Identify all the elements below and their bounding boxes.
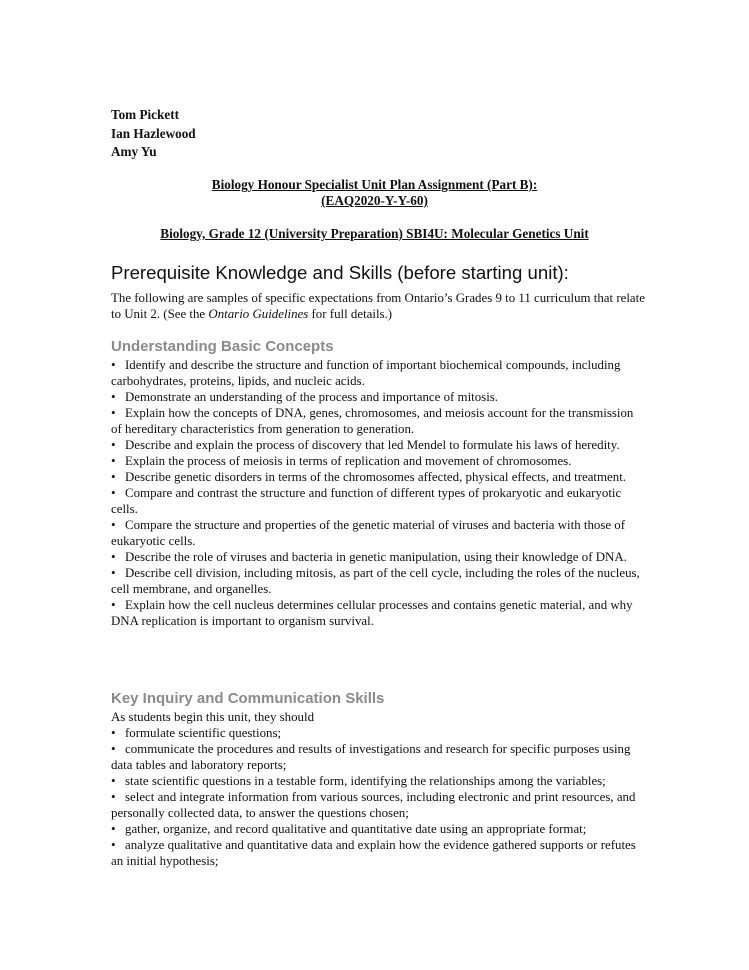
basic-concepts-list (111, 357, 646, 629)
list-item (111, 357, 646, 389)
list-item-text: Explain the process of meiosis in terms of replication and movement of chromosomes. (125, 454, 572, 468)
bullet-icon: • (111, 358, 116, 372)
list-lead-text: As students begin this unit, they should (111, 710, 315, 724)
list-item (111, 821, 646, 837)
unit-subtitle: Biology, Grade 12 (University Preparation) SBI4U: Molecular Genetics Unit (160, 226, 589, 241)
bullet-icon: • (111, 790, 116, 804)
author-list (111, 106, 196, 162)
list-item (111, 549, 646, 565)
section-heading-basic-concepts: Understanding Basic Concepts (111, 338, 334, 355)
list-item (111, 773, 646, 789)
list-item-text: Explain how the concepts of DNA, genes, chromosomes, and meiosis account for the transmission of hereditary characteristics from generation to generation. (111, 406, 634, 436)
list-item-text: Describe the role of viruses and bacteria in genetic manipulation, using their knowledge of DNA. (125, 550, 627, 564)
list-item (111, 789, 646, 821)
list-item-text: Identify and describe the structure and function of important biochemical compounds, including carbohydrates, proteins, lipids, and nucleic acids. (111, 358, 621, 388)
bullet-icon: • (111, 774, 116, 788)
bullet-icon: • (111, 518, 116, 532)
list-item-text: Describe and explain the process of discovery that led Mendel to formulate his laws of heredity. (125, 438, 620, 452)
list-item-text: Describe cell division, including mitosis, as part of the cell cycle, including the roles of the nucleus, cell membrane, and organelles. (111, 566, 640, 596)
bullet-icon: • (111, 822, 116, 836)
list-item (111, 453, 646, 469)
list-item-text: Demonstrate an understanding of the process and importance of mitosis. (125, 390, 499, 404)
list-item (111, 469, 646, 485)
course-code: (EAQ2020-Y-Y-60) (321, 193, 428, 208)
author-name: Ian Hazlewood (111, 125, 196, 141)
intro-paragraph (111, 290, 646, 322)
intro-text-before: The following are samples of specific expectations from Ontario’s Grades 9 to 11 curriculum that relate to Unit 2. (See the (111, 291, 645, 321)
bullet-icon: • (111, 390, 116, 404)
list-item-text: state scientific questions in a testable form, identifying the relationships among the variables; (125, 774, 606, 788)
list-item-text: select and integrate information from various sources, including electronic and print resources, and personally collected data, to answer the questions chosen; (111, 790, 636, 820)
bullet-icon: • (111, 550, 116, 564)
bullet-icon: • (111, 566, 116, 580)
list-item (111, 725, 646, 741)
section-heading-inquiry-skills: Key Inquiry and Communication Skills (111, 690, 385, 707)
assignment-title: Biology Honour Specialist Unit Plan Assignment (Part B): (211, 177, 538, 192)
inquiry-skills-list (111, 709, 646, 869)
bullet-icon: • (111, 838, 116, 852)
author-name: Tom Pickett (111, 107, 180, 122)
bullet-icon: • (111, 598, 116, 612)
bullet-icon: • (111, 438, 116, 452)
bullet-icon: • (111, 406, 116, 420)
list-item-text: Explain how the cell nucleus determines cellular processes and contains genetic material, and why DNA replication is important to organism survival. (111, 598, 633, 628)
intro-guidelines-reference: Ontario Guidelines (208, 307, 309, 321)
list-item (111, 741, 646, 773)
bullet-icon: • (111, 742, 116, 756)
list-item (111, 517, 646, 549)
list-item (111, 437, 646, 453)
bullet-icon: • (111, 454, 116, 468)
author-name: Amy Yu (111, 144, 157, 159)
list-item-text: gather, organize, and record qualitative and quantitative date using an appropriate format; (125, 822, 587, 836)
list-item-text: formulate scientific questions; (125, 726, 282, 740)
list-item-text: analyze qualitative and quantitative data and explain how the evidence gathered supports or refutes an initial hypothesis; (111, 838, 636, 868)
list-item-text: Compare and contrast the structure and function of different types of prokaryotic and eukaryotic cells. (111, 486, 622, 516)
intro-text-after: for full details.) (308, 307, 393, 321)
main-heading: Prerequisite Knowledge and Skills (before starting unit): (111, 262, 569, 283)
list-item (111, 837, 646, 869)
list-item (111, 597, 646, 629)
bullet-icon: • (111, 726, 116, 740)
bullet-icon: • (111, 486, 116, 500)
bullet-icon: • (111, 470, 116, 484)
list-item-text: Describe genetic disorders in terms of the chromosomes affected, physical effects, and treatment. (125, 470, 627, 484)
list-item (111, 389, 646, 405)
list-item-text: communicate the procedures and results of investigations and research for specific purposes using data tables and laboratory reports; (111, 742, 631, 772)
list-item-text: Compare the structure and properties of the genetic material of viruses and bacteria with those of eukaryotic cells. (111, 518, 626, 548)
list-item (111, 565, 646, 597)
list-item (111, 405, 646, 437)
list-item (111, 485, 646, 517)
